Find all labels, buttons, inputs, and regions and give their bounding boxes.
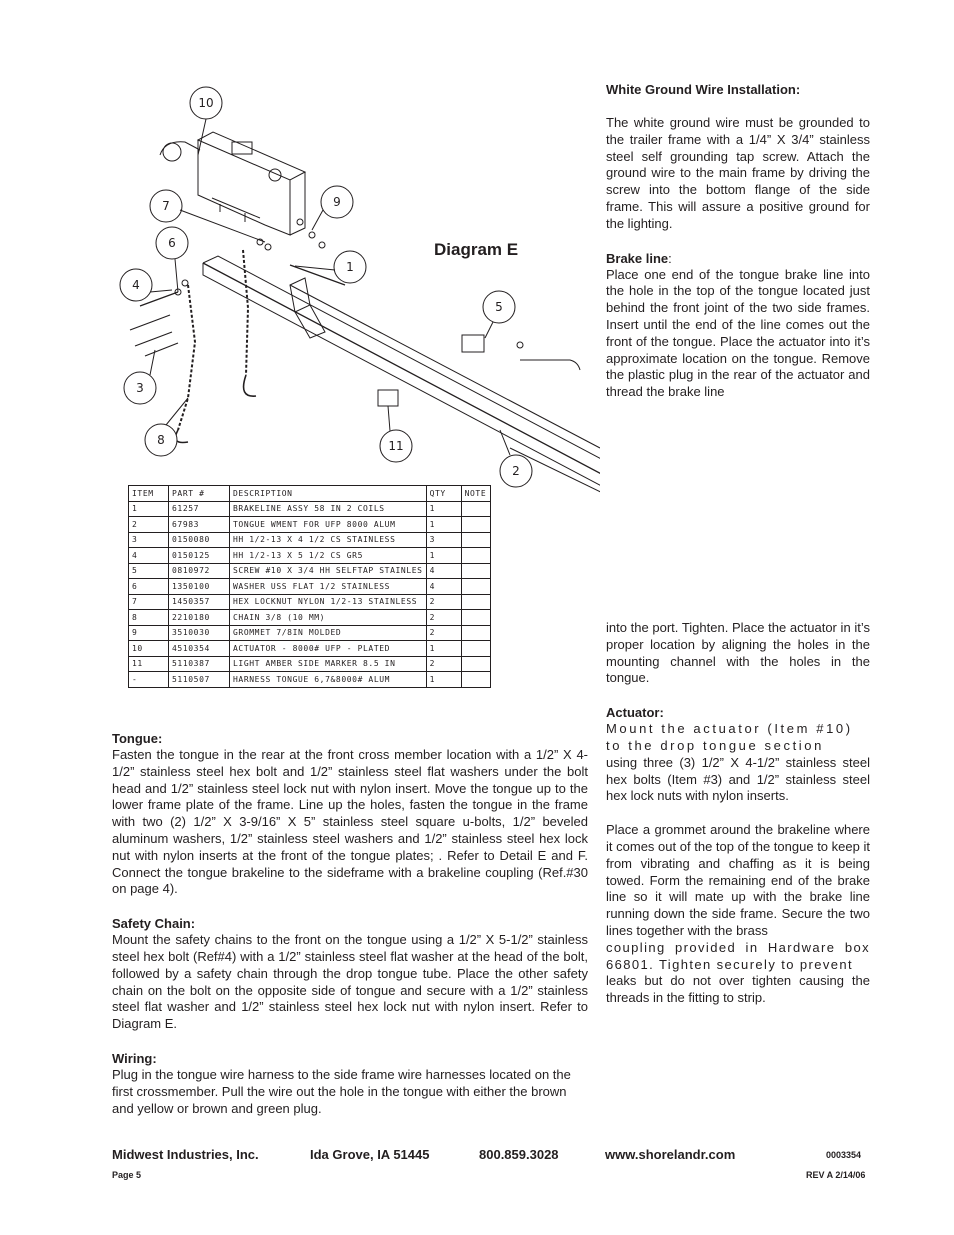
cell-qty: 1 <box>426 501 461 517</box>
tongue-text: Fasten the tongue in the rear at the front cross member location with a 1/2” X 4-1/2” stainless steel hex bolt and 1/2” stainless steel flat washers under the bolt head and 1/2” stainless steel lock nut with nylon insert. Move the tongue up to the lower frame plate of the frame. Line up the holes, fasten the tongue in the frame with two (2) 1/2” X 3-9/16” X 5” stainless steel square u-bolts, 1/2” beveled aluminum washers, 1/2” stainless steel washers and 1/2” stainless steel hex lock nut with nylon inserts at the front of the tongue plates; . Refer to Detail E and F. Connect the tongue brakeline to the sideframe with a brakeline coupling (Ref.#30 on page 4). <box>112 747 588 897</box>
cell-qty: 1 <box>426 548 461 564</box>
table-row <box>129 625 491 641</box>
cell-qty: 4 <box>426 563 461 579</box>
cell-item: 1 <box>129 501 169 517</box>
parts-table-body <box>129 501 491 687</box>
cell-part: 0150125 <box>169 548 230 564</box>
cell-description: HARNESS TONGUE 6,7&8000# ALUM <box>230 672 427 688</box>
actuator-text-1: Mount the actuator (Item #10) to the drop tongue section <box>606 721 853 753</box>
cell-note <box>461 501 490 517</box>
left-instructions <box>112 730 588 1117</box>
cell-description: TONGUE WMENT FOR UFP 8000 ALUM <box>230 517 427 533</box>
grommet-text-2: coupling provided in Hardware box 66801. Tighten securely to prevent <box>606 939 870 972</box>
cell-qty: 3 <box>426 532 461 548</box>
cell-part: 5110507 <box>169 672 230 688</box>
cell-note <box>461 594 490 610</box>
ground-text: The white ground wire must be grounded to the trailer frame with a 1/4” X 3/4” stainless steel self grounding tap screw. Attach the ground wire to the main frame by driving the screw into the bottom flange of the side frame. This will assure a positive ground for the lighting. <box>606 115 870 231</box>
wiring-text: Plug in the tongue wire harness to the side frame wire harnesses located on the first crossmember. Pull the wire out the hole in the tongue with either the brown and yellow or brown and green plug. <box>112 1066 571 1116</box>
grommet-text-3: leaks but do not over tighten causing the threads in the fitting to strip. <box>606 973 870 1006</box>
chain-text: Mount the safety chains to the front on the tongue using a 1/2” X 5-1/2” stainless steel hex bolt (Ref#4) with a 1/2” stainless steel flat washer at the head of the bolt, followed by a safety chain through the drop tongue tube. Place the other safety chain on the bolt on the opposite side of tongue and secure with a 1/2” stainless steel flat washer and 1/2” stainless steel hex lock nut with nylon insert. Refer to Diagram E. <box>112 932 588 1032</box>
cell-qty: 2 <box>426 610 461 626</box>
cell-description: HEX LOCKNUT NYLON 1/2-13 STAINLESS <box>230 594 427 610</box>
col-header-part: PART # <box>169 486 230 502</box>
cell-part: 67983 <box>169 517 230 533</box>
cell-item: 7 <box>129 594 169 610</box>
cell-note <box>461 563 490 579</box>
cell-part: 3510030 <box>169 625 230 641</box>
cell-item: 5 <box>129 563 169 579</box>
safety-hook-right <box>244 375 256 396</box>
safety-chain-right <box>243 250 248 375</box>
cell-description: SCREW #10 X 3/4 HH SELFTAP STAINLES <box>230 563 427 579</box>
brake-heading: Brake line <box>606 250 669 266</box>
safety-chain-left <box>178 285 195 430</box>
table-row <box>129 548 491 564</box>
cell-qty: 2 <box>426 656 461 672</box>
actuator-part <box>160 132 305 235</box>
cell-part: 1350100 <box>169 579 230 595</box>
footer-city: Ida Grove, IA 51445 <box>310 1147 430 1162</box>
cell-item: 6 <box>129 579 169 595</box>
callout-7: 7 <box>162 199 170 213</box>
footer-page: Page 5 <box>112 1170 142 1180</box>
cell-item: 2 <box>129 517 169 533</box>
footer-phone: 800.859.3028 <box>479 1147 559 1162</box>
brake-heading-line <box>606 250 870 267</box>
cell-description: HH 1/2-13 X 5 1/2 CS GR5 <box>230 548 427 564</box>
cell-item: 9 <box>129 625 169 641</box>
hex-bolts <box>130 292 178 356</box>
cell-note <box>461 532 490 548</box>
table-row <box>129 672 491 688</box>
cell-item: 11 <box>129 656 169 672</box>
cell-note <box>461 610 490 626</box>
cell-item: - <box>129 672 169 688</box>
diagram-title: Diagram E <box>434 240 519 259</box>
cell-description: BRAKELINE ASSY 58 IN 2 COILS <box>230 501 427 517</box>
side-marker-part-b <box>378 390 398 406</box>
col-header-item: ITEM <box>129 486 169 502</box>
cell-part: 5110387 <box>169 656 230 672</box>
ground-wire-section <box>606 81 870 401</box>
table-row <box>129 501 491 517</box>
cell-part: 61257 <box>169 501 230 517</box>
callout-8: 8 <box>157 433 165 447</box>
cell-part: 1450357 <box>169 594 230 610</box>
table-row <box>129 594 491 610</box>
cell-note <box>461 672 490 688</box>
callout-1: 1 <box>346 260 354 274</box>
cell-description: HH 1/2-13 X 4 1/2 CS STAINLESS <box>230 532 427 548</box>
cell-note <box>461 641 490 657</box>
callout-6: 6 <box>168 236 176 250</box>
cell-qty: 1 <box>426 641 461 657</box>
cell-note <box>461 579 490 595</box>
cell-note <box>461 548 490 564</box>
callout-2: 2 <box>512 464 520 478</box>
ground-heading: White Ground Wire Installation: <box>606 82 801 97</box>
cell-item: 8 <box>129 610 169 626</box>
grommet-text-1: Place a grommet around the brakeline where it comes out of the top of the tongue to keep it from vibrating and chaffing as it is being towed. Form the remaining end of the brake line so it will mate up with the brake line running down the side frame. Secure the two lines together with the brass <box>606 822 870 938</box>
cell-item: 3 <box>129 532 169 548</box>
cell-note <box>461 656 490 672</box>
table-row <box>129 579 491 595</box>
wiring-heading: Wiring: <box>112 1050 157 1066</box>
cell-qty: 4 <box>426 579 461 595</box>
cell-description: CHAIN 3/8 (10 MM) <box>230 610 427 626</box>
callout-5: 5 <box>495 300 503 314</box>
cell-description: WASHER USS FLAT 1/2 STAINLESS <box>230 579 427 595</box>
col-header-note: NOTE <box>461 486 490 502</box>
table-row <box>129 563 491 579</box>
col-header-qty: QTY <box>426 486 461 502</box>
table-header-row <box>129 486 491 502</box>
table-row <box>129 641 491 657</box>
callout-labels <box>132 96 520 478</box>
table-row <box>129 532 491 548</box>
actuator-heading: Actuator: <box>606 705 664 721</box>
cell-qty: 2 <box>426 625 461 641</box>
cell-description: ACTUATOR - 8000# UFP - PLATED <box>230 641 427 657</box>
callout-10: 10 <box>198 96 214 110</box>
col-header-description: DESCRIPTION <box>230 486 427 502</box>
brake-text-cont: into the port. Tighten. Place the actuator in it’s proper location by aligning the holes in the mounting channel with the holes in the tongue. <box>606 620 870 686</box>
cell-part: 4510354 <box>169 641 230 657</box>
callout-9: 9 <box>333 195 341 209</box>
callout-leaders <box>150 119 510 455</box>
footer-website: www.shorelandr.com <box>605 1147 736 1162</box>
brake-cont-section <box>606 620 870 1007</box>
callout-11: 11 <box>388 439 404 453</box>
cell-note <box>461 625 490 641</box>
callout-3: 3 <box>136 381 144 395</box>
chain-heading: Safety Chain: <box>112 916 196 932</box>
cell-part: 0150080 <box>169 532 230 548</box>
callout-4: 4 <box>132 278 140 292</box>
cell-qty: 2 <box>426 594 461 610</box>
cell-qty: 1 <box>426 517 461 533</box>
actuator-text-2: using three (3) 1/2” X 4-1/2” stainless steel hex bolts (Item #3) and 1/2” stainless steel hex lock nuts with nylon inserts. <box>606 754 870 804</box>
side-marker-part-a <box>462 335 484 352</box>
callouts <box>120 87 532 487</box>
cell-item: 4 <box>129 548 169 564</box>
brake-text: Place one end of the tongue brake line into the hole in the top of the tongue located just behind the front joint of the two side frames. Insert until the end of the line comes out the front of the tongue. Place the actuator into it’s approximate location on the tongue. Remove the plastic plug in the rear of the actuator and thread the brake line <box>606 266 870 400</box>
footer-revision: REV A 2/14/06 <box>806 1170 866 1180</box>
cell-description: GROMMET 7/8IN MOLDED <box>230 625 427 641</box>
footer-doc-number: 0003354 <box>826 1150 862 1160</box>
footer-company: Midwest Industries, Inc. <box>112 1147 259 1162</box>
cell-note <box>461 517 490 533</box>
cell-part: 0810972 <box>169 563 230 579</box>
table-row <box>129 610 491 626</box>
cell-item: 10 <box>129 641 169 657</box>
cell-description: LIGHT AMBER SIDE MARKER 8.5 IN <box>230 656 427 672</box>
cell-part: 2210180 <box>169 610 230 626</box>
cell-qty: 1 <box>426 672 461 688</box>
table-row <box>129 656 491 672</box>
parts-table <box>128 485 491 688</box>
table-row <box>129 517 491 533</box>
tongue-heading: Tongue: <box>112 731 163 746</box>
brake-heading-colon: : <box>668 250 672 266</box>
washers-and-nuts <box>175 219 523 348</box>
